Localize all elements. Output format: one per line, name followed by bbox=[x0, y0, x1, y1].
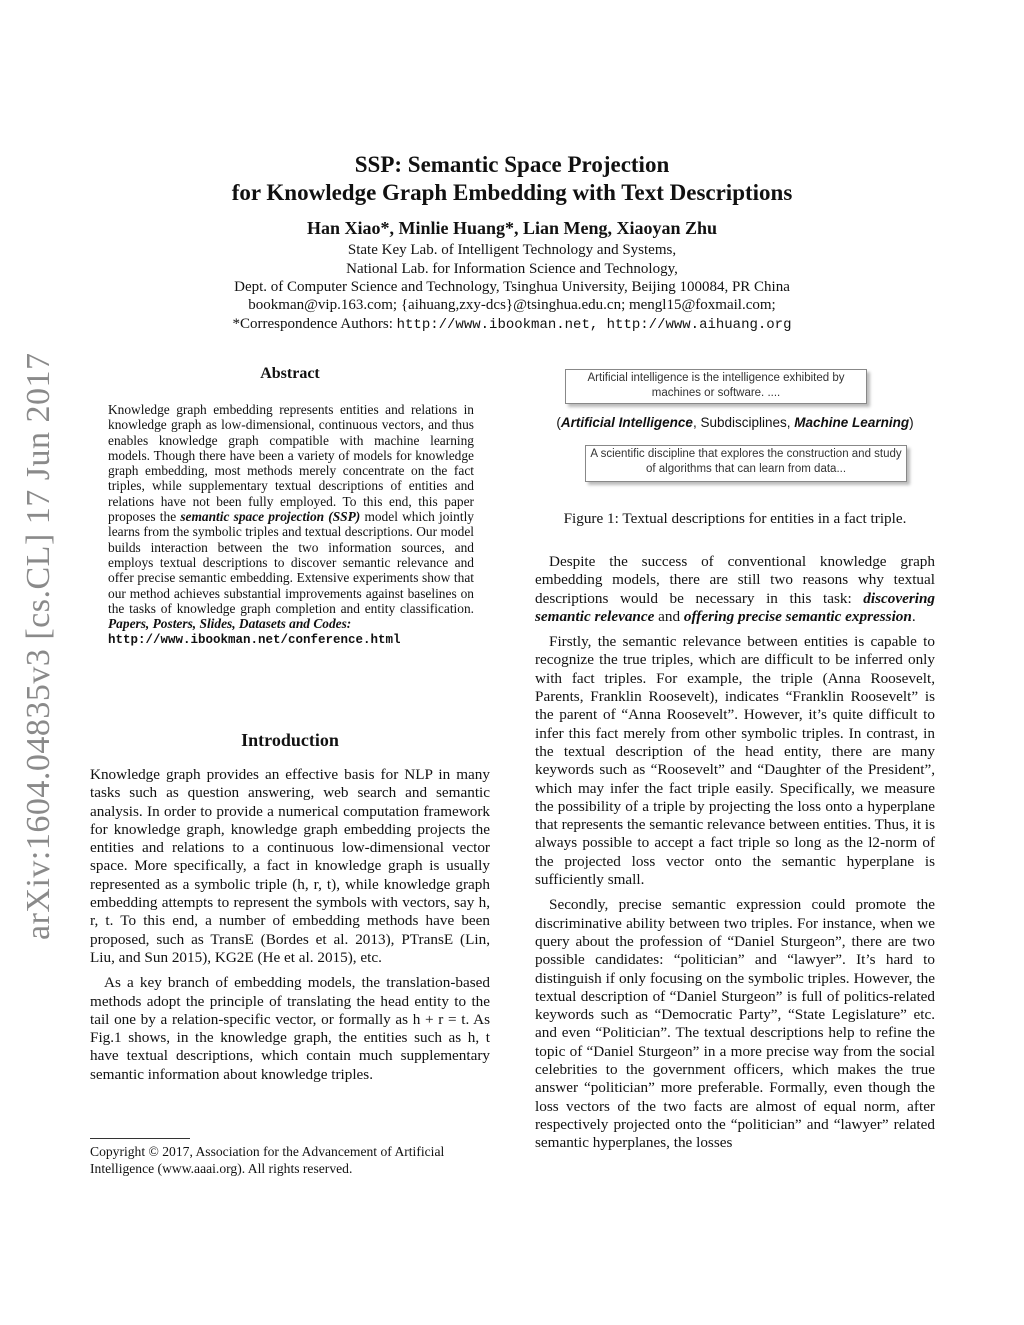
head-entity-description-bubble: Artificial intelligence is the intelligence exhibited by machines or software. .... bbox=[565, 369, 867, 404]
paper-title-line2: for Knowledge Graph Embedding with Text Descriptions bbox=[231, 180, 793, 205]
col2-paragraph-3: Secondly, precise semantic expression could promote the discriminative ability between two triples. For instance, when we query about the profession of “Daniel Sturgeon”, there are two possible candidates: “politician” and “lawyer”. It’s hard to distinguish if only focusing on the symbolic triples. However, the textual description of “Daniel Sturgeon” is full of politics-related keywords such as “Democratic Party”, “State Legislature” etc. and even “Politician”. The textual descriptions help to refine the topic of “Daniel Sturgeon” in a more precise way from the social celebrities to the government officers, which makes the true answer “politician” more preferable. Formally, even though the loss vectors of the two facts are almost of equal norm, after respectively projected onto the “politician” and “lawyer” related semantic hyperplanes, the losses bbox=[535, 896, 935, 1152]
correspondence-label: *Correspondence Authors: bbox=[232, 316, 397, 332]
figure-caption: Figure 1: Textual descriptions for entities in a fact triple. bbox=[563, 510, 907, 527]
col2-p1-text-a: Despite the success of conventional knowledge graph embedding models, there are still two reasons why textual descriptions would be necessary in this task: bbox=[535, 553, 935, 607]
col2-p1-text-c: . bbox=[911, 607, 916, 625]
abstract-text-b: model which jointly learns from the symbolic triples and textual descriptions. Our model builds interaction between the two information sources, and employs textual descriptions to discover semantic relevance and offer precise semantic embedding. Extensive experiments show that our method achieves substantial improvements against baselines on the tasks of knowledge graph completion and entity classification. bbox=[108, 509, 474, 616]
triple-head: Artificial Intelligence bbox=[560, 415, 693, 430]
triple-tail: Machine Learning bbox=[794, 415, 910, 430]
abstract-resources-label: Papers, Posters, Slides, Datasets and Codes: bbox=[108, 616, 352, 632]
intro-paragraph-1: Knowledge graph provides an effective basis for NLP in many tasks such as question answering, web search and semantic analysis. In order to provide a numerical computation framework for knowledge graph, knowledge graph embedding projects the entities and relations to a continuous low-dimensional vector space. More specifically, a fact in knowledge graph is usually represented as a symbolic triple (h, r, t), while knowledge graph embedding attempts to represent the symbols with vectors, say h, r, t. To this end, a number of embedding methods have been proposed, such as TransE (Bordes et al. 2013), PTransE (Lin, Liu, and Sun 2015), KG2E (He et al. 2015), etc. bbox=[90, 766, 490, 966]
affiliation-line1: State Key Lab. of Intelligent Technology and Systems, bbox=[347, 242, 677, 258]
introduction-heading: Introduction bbox=[241, 730, 339, 750]
col2-p1-text-b: and bbox=[654, 607, 684, 625]
conference-link[interactable]: http://www.ibookman.net/conference.html bbox=[108, 633, 401, 648]
abstract-body bbox=[108, 402, 474, 649]
abstract-ssp-term: semantic space projection (SSP) bbox=[180, 509, 361, 525]
col2-paragraph-2: Firstly, the semantic relevance between entities is capable to recognize the true triples, which are difficult to be inferred only with fact triples. For example, the triple (Anna Roosevelt, Parents, Franklin Roosevelt), indicates “Franklin Roosevelt” is the parent of “Anna Roosevelt”. However, it’s quite difficult to infer this fact merely from other symbolic triples. In contrast, in the textual description of the head entity, there are many keywords such as “Roosevelt” and “Daughter of the President”, which may infer the fact triple easily. Specifically, we measure the possibility of a triple by projecting the loss onto a hyperplane that represents the semantic relevance between entities. Thus, it is always possible to accept a fact triple so long as the l2-norm of the projected loss vector onto the semantic hyperplane is sufficiently small. bbox=[535, 633, 935, 889]
intro-paragraph-2: As a key branch of embedding models, the translation-based methods adopt the principle of translating the head entity to the tail one by a relation-specific vector, or formally as h + r = t. As Fig.1 shows, in the knowledge graph, the entities such as h, t have textual descriptions, which contain much supplementary semantic information about knowledge triples. bbox=[90, 974, 490, 1083]
authors: Han Xiao*, Minlie Huang*, Lian Meng, Xiaoyan Zhu bbox=[306, 218, 718, 238]
abstract-text-a: Knowledge graph embedding represents entities and relations in knowledge graph as low-dimensional, continuous vectors, and thus enables knowledge graph compatible with machine learning models. Though there have been a variety of models for knowledge graph embedding, most methods merely concentrate on the fact triples, while supplementary textual descriptions of entities and relations have not been fully employed. To this end, this paper proposes the bbox=[108, 402, 474, 525]
arxiv-identifier: arXiv:1604.04835v3 [cs.CL] 17 Jun 2017 bbox=[20, 352, 57, 940]
introduction-body bbox=[90, 766, 490, 1091]
affiliation-line2: National Lab. for Information Science and Technology, bbox=[346, 261, 678, 277]
paper-title-line1: SSP: Semantic Space Projection bbox=[354, 152, 670, 177]
correspondence-line bbox=[0, 315, 1024, 335]
figure-1 bbox=[535, 365, 935, 505]
copyright-footnote: Copyright © 2017, Association for the Advancement of Artificial Intelligence (www.aaai.org). All rights reserved. bbox=[90, 1144, 445, 1176]
col2-p1-emphasis-2: offering precise semantic expression bbox=[683, 607, 912, 625]
affiliation-line3: Dept. of Computer Science and Technology, Tsinghua University, Beijing 100084, PR China bbox=[234, 279, 790, 295]
col2-paragraph-1 bbox=[535, 553, 935, 626]
right-column-body bbox=[535, 553, 935, 1160]
fact-triple: (Artificial Intelligence, Subdisciplines, Machine Learning) bbox=[556, 415, 914, 430]
abstract-heading: Abstract bbox=[260, 365, 320, 382]
homepage-links[interactable]: http://www.ibookman.net, http://www.aihuang.org bbox=[396, 317, 792, 333]
triple-relation: Subdisciplines bbox=[700, 415, 787, 430]
col2-p1-emphasis-1: discovering semantic relevance bbox=[535, 589, 935, 625]
footnote-rule bbox=[90, 1138, 190, 1139]
emails: bookman@vip.163.com; {aihuang,zxy-dcs}@tsinghua.edu.cn; mengl15@foxmail.com; bbox=[248, 297, 776, 313]
tail-entity-description-bubble: A scientific discipline that explores the construction and study of algorithms that can learn from data... bbox=[585, 445, 907, 482]
